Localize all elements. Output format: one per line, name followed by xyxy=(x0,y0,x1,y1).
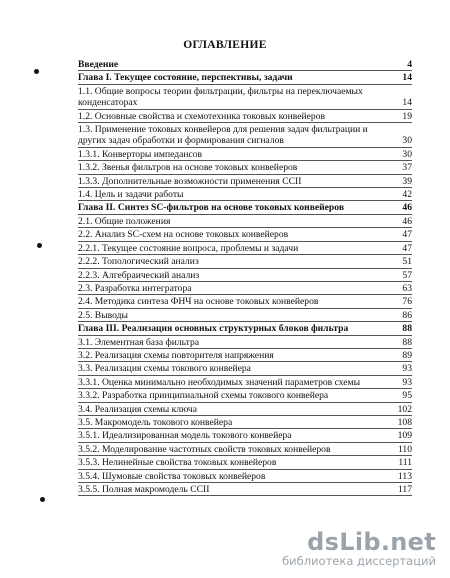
toc-entry xyxy=(78,255,412,268)
toc-entry-title: 1.4. Цель и задачи работы xyxy=(78,189,184,201)
toc-entry-page: 95 xyxy=(402,390,412,402)
toc-entry-page: 47 xyxy=(402,229,412,241)
toc-entry-page: 93 xyxy=(402,376,412,388)
toc-entry-page: 117 xyxy=(397,484,412,495)
toc-entry-title: 3.4. Реализация схемы ключа xyxy=(78,403,197,415)
toc-entry-page: 4 xyxy=(407,59,412,70)
toc-entry-title: 3.5.5. Полная макромодель CCII xyxy=(78,484,210,495)
toc-entry xyxy=(78,215,412,228)
toc-entry-page: 46 xyxy=(402,202,412,214)
toc-entry-page: 14 xyxy=(402,97,412,109)
toc-entry xyxy=(78,282,412,295)
toc-entry-title: 3.3.1. Оценка минимально необходимых значений параметров схемы xyxy=(78,376,361,388)
toc-entry xyxy=(78,443,412,456)
toc-entry-title: 2.5. Выводы xyxy=(78,309,128,321)
toc-entry xyxy=(78,376,412,389)
toc-entry xyxy=(78,309,412,322)
toc-entry-title: 1.3.3. Дополнительные возможности применения CCII xyxy=(78,175,302,187)
toc-entry-page: 89 xyxy=(402,349,412,361)
toc-entry-title: 3.5.3. Нелинейные свойства токовых конвейеров xyxy=(78,457,277,469)
toc-entry-title: 3.2. Реализация схемы повторителя напряжения xyxy=(78,349,274,361)
toc-entry xyxy=(78,429,412,442)
table-of-contents xyxy=(78,58,412,496)
document-title: ОГЛАВЛЕНИЕ xyxy=(183,39,267,51)
toc-entry-page: 113 xyxy=(397,470,412,482)
toc-entry xyxy=(78,110,412,123)
toc-entry xyxy=(78,161,412,174)
toc-entry xyxy=(78,148,412,161)
toc-entry xyxy=(78,362,412,375)
toc-entry xyxy=(78,403,412,416)
toc-entry xyxy=(78,71,412,84)
toc-entry xyxy=(78,188,412,201)
toc-entry-page: 30 xyxy=(402,135,412,147)
toc-entry xyxy=(78,456,412,469)
toc-entry-title: 1.3.2. Звенья фильтров на основе токовых конвейеров xyxy=(78,162,298,174)
toc-entry-page: 30 xyxy=(402,148,412,160)
margin-mark xyxy=(37,243,42,248)
watermark-logo: dsLib.net xyxy=(307,528,436,556)
toc-entry-page: 19 xyxy=(402,110,412,122)
watermark-subtitle: библиотека диссертаций xyxy=(282,554,436,568)
toc-entry-title: 2.2.2. Топологический анализ xyxy=(78,256,199,268)
toc-entry-title: 3.3. Реализация схемы токового конвейера xyxy=(78,363,251,375)
toc-entry-page: 88 xyxy=(402,323,412,335)
toc-entry-page: 46 xyxy=(402,215,412,227)
toc-entry-title: Глава I. Текущее состояние, перспективы, задачи xyxy=(78,72,293,84)
toc-entry xyxy=(78,416,412,429)
watermark xyxy=(282,530,436,568)
toc-entry-page: 42 xyxy=(402,189,412,201)
toc-entry xyxy=(78,349,412,362)
toc-entry-page: 93 xyxy=(402,363,412,375)
toc-entry-page: 63 xyxy=(402,282,412,294)
margin-mark xyxy=(40,497,45,502)
toc-entry-page: 39 xyxy=(402,175,412,187)
toc-entry-title: 2.2. Анализ SC-схем на основе токовых конвейеров xyxy=(78,229,289,241)
toc-entry xyxy=(78,389,412,402)
toc-entry-page: 109 xyxy=(397,430,412,442)
toc-entry xyxy=(78,175,412,188)
toc-entry xyxy=(78,58,412,71)
toc-entry-page: 51 xyxy=(402,256,412,268)
margin-mark xyxy=(34,69,39,74)
toc-entry xyxy=(78,201,412,214)
toc-entry-page: 37 xyxy=(402,162,412,174)
toc-entry xyxy=(78,322,412,335)
toc-entry-title: 1.2. Основные свойства и схемотехника токовых конвейеров xyxy=(78,110,325,122)
toc-entry xyxy=(78,470,412,483)
toc-entry-title: 2.2.1. Текущее состояние вопроса, проблемы и задачи xyxy=(78,242,299,254)
toc-entry-page: 110 xyxy=(397,443,412,455)
toc-entry-page: 102 xyxy=(397,403,412,415)
toc-entry-title: 3.1. Элементная база фильтра xyxy=(78,336,199,348)
toc-entry-title: 2.3. Разработка интегратора xyxy=(78,282,192,294)
toc-entry-page: 57 xyxy=(402,269,412,281)
toc-entry-title: Глава III. Реализация основных структурных блоков фильтра xyxy=(78,323,349,335)
toc-entry xyxy=(78,242,412,255)
toc-entry-title: 3.3.2. Разработка принципиальной схемы токового конвейера xyxy=(78,390,329,402)
toc-entry-title: 1.3.1. Конверторы импедансов xyxy=(78,148,203,160)
toc-entry-title: 3.5.1. Идеализированная модель токового конвейера xyxy=(78,430,292,442)
toc-entry-title: 2.2.3. Алгебраический анализ xyxy=(78,269,200,281)
toc-entry-title: 3.5.2. Моделирование частотных свойств токовых конвейеров xyxy=(78,443,331,455)
toc-entry-page: 108 xyxy=(397,416,412,428)
toc-entry xyxy=(78,123,412,148)
toc-entry xyxy=(78,228,412,241)
toc-entry-page: 86 xyxy=(402,309,412,321)
toc-entry-title: 2.1. Общие положения xyxy=(78,215,171,227)
toc-entry-title: 3.5. Макромодель токового конвейера xyxy=(78,416,233,428)
toc-entry xyxy=(78,483,412,496)
toc-entry-title: 1.3. Применение токовых конвейеров для решения задач фильтрации и других задач обработки и формирования сигналов xyxy=(78,124,368,147)
toc-entry-page: 88 xyxy=(402,336,412,348)
toc-entry-page: 76 xyxy=(402,296,412,308)
toc-entry-title: 2.4. Методика синтеза ФНЧ на основе токовых конвейеров xyxy=(78,296,319,308)
toc-entry-title: 3.5.4. Шумовые свойства токовых конвейеров xyxy=(78,470,266,482)
toc-entry-page: 111 xyxy=(398,457,412,469)
toc-entry xyxy=(78,295,412,308)
toc-entry-title: Глава II. Синтез SC-фильтров на основе токовых конвейеров xyxy=(78,202,344,214)
toc-entry-page: 14 xyxy=(402,72,412,84)
toc-entry xyxy=(78,269,412,282)
toc-entry-page: 47 xyxy=(402,242,412,254)
toc-entry xyxy=(78,336,412,349)
toc-entry xyxy=(78,85,412,110)
toc-entry-title: Введение xyxy=(78,59,119,70)
toc-entry-title: 1.1. Общие вопросы теории фильтрации, фильтры на переключаемых конденсаторах xyxy=(78,85,363,109)
